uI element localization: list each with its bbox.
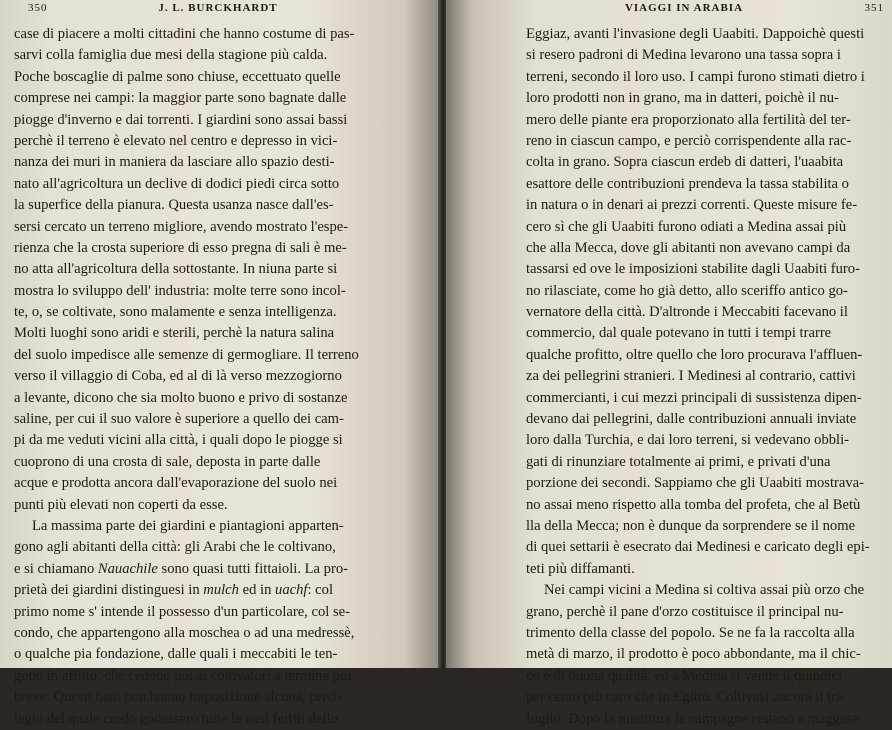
text-segment: primo nome s' intende il possesso d'un particolare, col se- <box>14 603 350 620</box>
left-text-line <box>14 409 359 430</box>
text-segment: loro prodotti non in grano, ma in datteri, poichè il nu- <box>526 90 839 107</box>
text-segment: condo, che appartengono alla moschea o ad una medressè, <box>14 624 355 641</box>
text-segment: esattore delle contribuzioni prendeva la tassa stabilita o <box>526 175 849 192</box>
right-text-line <box>526 302 870 323</box>
right-running-head <box>484 2 884 20</box>
right-text-line <box>526 559 870 580</box>
right-text-line <box>526 473 870 494</box>
text-segment: pi da me veduti vicini alla città, i quali dopo le piogge si <box>14 432 343 449</box>
text-segment: del suolo impedisce alle semenze di germogliare. Il terreno <box>14 346 359 363</box>
left-text-line <box>14 45 359 66</box>
text-segment: la superfice della pianura. Questa usanza nasce dall'es- <box>14 197 334 214</box>
text-segment: La massima parte dei giardini e piantagioni apparten- <box>32 517 344 534</box>
left-text-line <box>14 388 359 409</box>
text-segment: gati di rinunziare totalmente ai primi, e privati d'una <box>526 453 831 470</box>
text-segment: sersi cercato un terreno migliore, avendo mostrato l'espe- <box>14 218 349 235</box>
left-text-line <box>14 259 359 280</box>
text-segment: reno in ciascun campo, e perciò corrispendente alla rac- <box>526 132 852 149</box>
text-segment: in natura o in denari ai prezzi correnti. Queste misure fe- <box>526 197 858 214</box>
left-text-line <box>14 602 359 623</box>
text-segment: o qualche pia fondazione, dalle quali i meccabiti le ten- <box>14 646 338 663</box>
text-segment: di quei settarii è esecrato dai Medinesi e caricato degli epi- <box>526 539 870 556</box>
right-text-line <box>526 238 870 259</box>
text-segment: devano dai pellegrini, dalle contribuzioni annuali inviate <box>526 411 857 428</box>
left-text-line <box>14 709 359 730</box>
right-text-line <box>526 709 870 730</box>
left-page-text <box>14 24 359 730</box>
left-text-line <box>14 623 359 644</box>
text-segment: no assai meno rispetto alla tomba del profeta, che al Betù <box>526 496 861 513</box>
right-text-line <box>526 259 870 280</box>
text-segment: metà di marzo, il prodotto è poco abbondante, ma il chic- <box>526 646 861 663</box>
left-text-line <box>14 238 359 259</box>
text-segment: Eggiaz, avanti l'invasione degli Uaabiti. Dappoichè questi <box>526 26 865 42</box>
text-segment: che alla Mecca, dove gli abitanti non avevano campi da <box>526 239 851 256</box>
left-text-line <box>14 174 359 195</box>
text-segment: breve. Questi beni non hanno imposizione alcuna, privi- <box>14 689 342 706</box>
right-text-line <box>526 45 870 66</box>
right-text-line <box>526 452 870 473</box>
left-text-line <box>14 430 359 451</box>
right-text-line <box>526 217 870 238</box>
right-text-line <box>526 430 870 451</box>
text-segment: punti più elevati non coperti da esse. <box>14 496 228 513</box>
text-segment: si resero padroni di Medina levarono una tassa sopra i <box>526 47 841 64</box>
text-segment: grano, perchè il pane d'orzo costituisce il principal nu- <box>526 603 844 620</box>
right-text-line <box>526 110 870 131</box>
right-page-text <box>526 24 870 730</box>
text-segment: gono agli abitanti della città: gli Arabi che le coltivano, <box>14 539 336 556</box>
text-segment: te, o, se coltivate, sono malamente e senza intelligenza. <box>14 304 337 321</box>
right-text-line <box>526 345 870 366</box>
right-text-line <box>526 666 870 687</box>
right-text-line <box>526 409 870 430</box>
text-segment: Molti luoghi sono aridi e sterili, perchè la natura salina <box>14 325 335 342</box>
right-text-line <box>526 195 870 216</box>
left-text-line <box>14 537 359 558</box>
text-segment: acque e prodotta ancora dall'evaporazione del suolo nei <box>14 475 338 492</box>
text-segment: verso il villaggio di Coba, ed al di là verso mezzogiorno <box>14 368 342 385</box>
text-segment: sono quasi tutti fittaioli. La pro- <box>157 560 348 577</box>
text-segment: gono in affitto, che cedono poi ai coltivatori a termine più <box>14 667 352 684</box>
text-segment: Nei campi vicini a Medina si coltiva assai più orzo che <box>544 582 865 599</box>
text-segment: commercianti, i cui mezzi principali di sussistenza dipen- <box>526 389 862 406</box>
text-segment: cuoprono di una crosta di sale, deposta in parte dalle <box>14 453 321 470</box>
right-text-line <box>526 323 870 344</box>
text-segment: commercio, dal quale potevano in tutti i tempi trarre <box>526 325 832 342</box>
text-segment: saline, per cui il suo valore è superiore a quello dei cam- <box>14 411 344 428</box>
right-text-line <box>526 388 870 409</box>
left-text-line <box>14 473 359 494</box>
right-text-line <box>526 174 870 195</box>
right-text-line <box>526 687 870 708</box>
left-text-line <box>14 67 359 88</box>
left-text-line <box>14 131 359 152</box>
left-running-title: J. L. BURCKHARDT <box>158 2 278 14</box>
text-segment: sarvi colla famiglia due mesi della stagione più calda. <box>14 47 328 64</box>
right-page-number: 351 <box>864 2 884 14</box>
text-segment: cero sì che gli Uaabiti furono odiati a Medina assai più <box>526 218 847 235</box>
text-segment: rienza che la crosta superiore di esso pregna di sali è me- <box>14 239 347 256</box>
right-text-line <box>526 88 870 109</box>
text-segment: per cento più caro che in Egitto. Coltivasi ancora il tri- <box>526 689 845 706</box>
left-text-line <box>14 302 359 323</box>
left-text-line <box>14 452 359 473</box>
left-text-line <box>14 217 359 238</box>
right-text-line <box>526 495 870 516</box>
text-segment: porzione dei secondi. Sappiamo che gli Uaabiti mostrava- <box>526 475 864 492</box>
left-text-line <box>14 559 359 580</box>
text-segment: e si chiamano <box>14 560 98 577</box>
right-running-title: VIAGGI IN ARABIA <box>624 2 744 14</box>
text-segment: mero delle piante era proporzionato alla fertilità del ter- <box>526 111 851 128</box>
text-segment: colta in grano. Sopra ciascun erdeb di datteri, l'uaabita <box>526 154 844 171</box>
text-segment: piogge d'inverno e dai torrenti. I giardini sono assai bassi <box>14 111 348 128</box>
text-segment: terreni, secondo il loro uso. I campi furono stimati dietro i <box>526 68 865 85</box>
left-text-line <box>14 495 359 516</box>
left-text-line <box>14 88 359 109</box>
text-segment: legio del quale credo godessero tutte le oasi fertili dello <box>14 710 338 727</box>
text-segment: qualche profitto, oltre quello che loro procurava l'affluen- <box>526 346 863 363</box>
text-segment: za dei pellegrini stranieri. I Medinesi al contrario, cattivi <box>526 368 856 385</box>
left-text-line <box>14 110 359 131</box>
text-segment: no atta all'agricoltura della sottostante. In niuna parte si <box>14 261 338 278</box>
right-text-line <box>526 152 870 173</box>
text-segment: no rilasciate, come ho già detto, allo sceriffo antico go- <box>526 282 848 299</box>
right-text-line <box>526 644 870 665</box>
left-text-line <box>14 195 359 216</box>
left-text-line <box>14 281 359 302</box>
left-text-line <box>14 580 359 601</box>
left-page-number: 350 <box>28 2 48 14</box>
text-segment: vernatore della città. D'altronde i Meccabiti facevano il <box>526 304 848 321</box>
left-page <box>0 0 440 727</box>
left-text-line <box>14 24 359 45</box>
text-segment: trimento della classe del popolo. Se ne fa la raccolta alla <box>526 624 855 641</box>
text-segment: foglio. Dopo la mietitura le campagne restano a maggese <box>526 710 859 727</box>
text-segment: Poche boscaglie di palme sono chiuse, eccettuato quelle <box>14 68 341 85</box>
right-text-line <box>526 580 870 601</box>
text-segment: ed in <box>238 582 276 599</box>
text-segment: teti più diffamanti. <box>526 560 635 577</box>
text-segment: lla della Mecca; non è dunque da sorprendere se il nome <box>526 517 856 534</box>
text-segment: co è di buona qualità, ed a Medina si vende il quindici <box>526 667 843 684</box>
text-segment: nanza dei muri in maniera da lasciare allo spazio desti- <box>14 154 335 171</box>
left-text-line <box>14 516 359 537</box>
right-text-line <box>526 366 870 387</box>
text-segment: tassarsi ed ove le imposizioni stabilite dagli Uaabiti furo- <box>526 261 860 278</box>
text-segment: mostra lo sviluppo dell' industria: molte terre sono incol- <box>14 282 346 299</box>
text-segment: comprese nei campi: la maggior parte sono bagnate dalle <box>14 90 347 107</box>
right-text-line <box>526 516 870 537</box>
left-running-head <box>28 2 408 20</box>
italic-term: mulch <box>203 582 239 599</box>
right-text-line <box>526 24 870 45</box>
left-text-line <box>14 666 359 687</box>
text-segment: prietà dei giardini distinguesi in <box>14 582 204 599</box>
left-text-line <box>14 323 359 344</box>
text-segment: perchè il terreno è elevato nel centro e depresso in vici- <box>14 132 338 149</box>
right-text-line <box>526 537 870 558</box>
left-text-line <box>14 345 359 366</box>
italic-term: Nauachile <box>97 560 158 577</box>
right-text-line <box>526 602 870 623</box>
text-segment: a levante, dicono che sia molto buono e privo di sostanze <box>14 389 348 406</box>
italic-term: uachf <box>275 582 308 599</box>
left-text-line <box>14 644 359 665</box>
right-text-line <box>526 131 870 152</box>
text-segment: loro dalla Turchia, e dai loro terreni, si vedevano obbli- <box>526 432 850 449</box>
right-text-line <box>526 281 870 302</box>
right-text-line <box>526 623 870 644</box>
right-page <box>446 0 892 727</box>
left-text-line <box>14 152 359 173</box>
left-text-line <box>14 687 359 708</box>
right-text-line <box>526 67 870 88</box>
text-segment: case di piacere a molti cittadini che hanno costume di pas- <box>14 26 355 42</box>
text-segment: nato all'agricoltura un declive di dodici piedi circa sotto <box>14 175 340 192</box>
text-segment: : col <box>307 582 334 599</box>
left-text-line <box>14 366 359 387</box>
